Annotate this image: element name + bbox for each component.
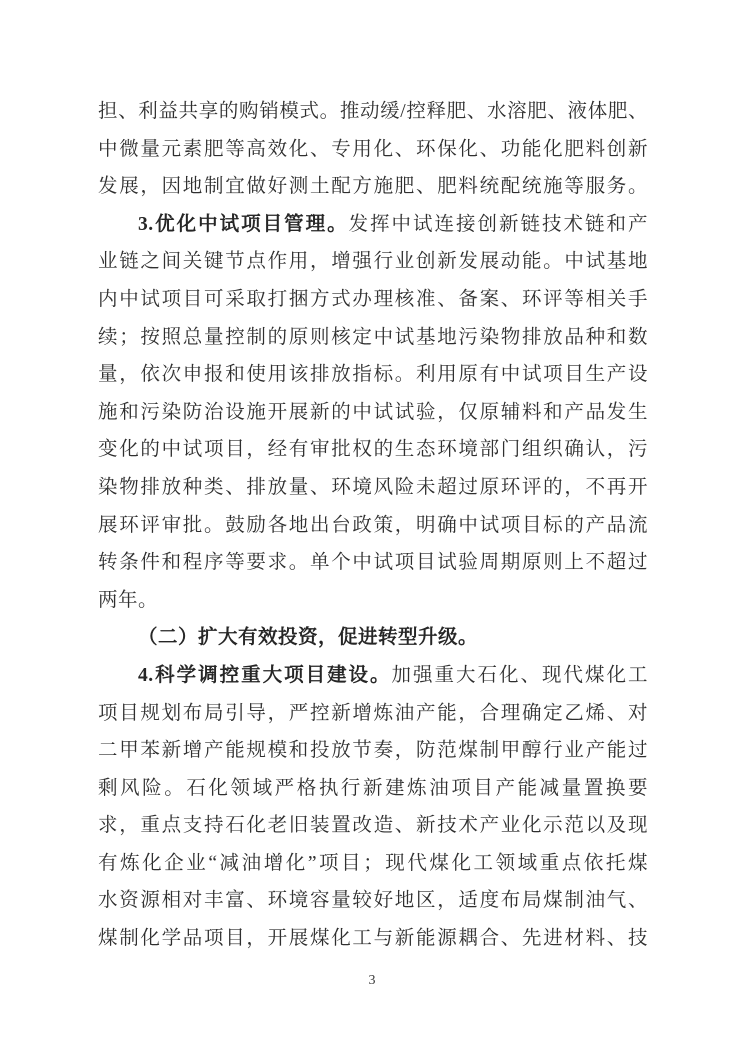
text-run: 水资源相对丰富、环境容量较好地区，适度布局煤制油气、 (98, 890, 648, 912)
text-line (98, 206, 648, 244)
text-line (98, 507, 648, 545)
text-line (98, 243, 648, 281)
text-run: 量，依次申报和使用该排放指标。利用原有中试项目生产设 (98, 364, 648, 386)
text-run: 加强重大石化、现代煤化工 (391, 664, 648, 686)
text-run: 有炼化企业“减油增化”项目；现代煤化工领域重点依托煤 (98, 852, 648, 874)
text-line (98, 845, 648, 883)
text-line (98, 807, 648, 845)
text-line (98, 770, 648, 808)
text-run: 施和污染防治设施开展新的中试试验，仅原辅料和产品发生 (98, 401, 648, 423)
text-run: 展环评审批。鼓励各地出台政策，明确中试项目标的产品流 (98, 514, 648, 536)
text-run: 转条件和程序等要求。单个中试项目试验周期原则上不超过 (98, 552, 648, 574)
text-line (98, 469, 648, 507)
text-run: 二甲苯新增产能规模和投放节奏，防范煤制甲醇行业产能过 (98, 740, 648, 762)
text-line (98, 394, 648, 432)
text-run: 两年。 (98, 589, 159, 611)
text-run: 染物排放种类、排放量、环境风险未超过原环评的，不再开 (98, 476, 648, 498)
text-run: 求，重点支持石化老旧装置改造、新技术产业化示范以及现 (98, 815, 648, 837)
text-run: 担、利益共享的购销模式。推动缓/控释肥、水溶肥、液体肥、 (98, 101, 648, 122)
text-line (98, 882, 648, 920)
bold-text-run: 3.优化中试项目管理。 (138, 213, 349, 235)
text-run: 中微量元素肥等高效化、专用化、环保化、功能化肥料创新 (98, 138, 648, 160)
document-lines (98, 93, 648, 958)
text-run: 发展，因地制宜做好测土配方施肥、肥料统配统施等服务。 (98, 176, 648, 198)
text-line (98, 131, 648, 169)
text-line (98, 695, 648, 733)
text-line (98, 544, 648, 582)
text-run: 项目规划布局引导，严控新增炼油产能，合理确定乙烯、对 (98, 702, 648, 724)
text-run: 内中试项目可采取打捆方式办理核准、备案、环评等相关手 (98, 288, 648, 310)
text-run: 业链之间关键节点作用，增强行业创新发展动能。中试基地 (98, 251, 648, 273)
text-run: 煤制化学品项目，开展煤化工与新能源耦合、先进材料、技 (98, 928, 648, 950)
text-line (98, 319, 648, 357)
text-line (98, 168, 648, 206)
text-line (98, 356, 648, 394)
text-line (98, 93, 648, 131)
bold-text-run: （二）扩大有效投资，促进转型升级。 (138, 627, 479, 649)
bold-text-run: 4.科学调控重大项目建设。 (138, 664, 392, 686)
text-line (98, 619, 648, 657)
text-run: 续；按照总量控制的原则核定中试基地污染物排放品种和数 (98, 326, 648, 348)
text-line (98, 920, 648, 958)
text-line (98, 281, 648, 319)
text-run: 剩风险。石化领域严格执行新建炼油项目产能减量置换要 (98, 777, 648, 799)
text-run: 发挥中试连接创新链技术链和产 (348, 213, 648, 235)
page-number: 3 (368, 973, 376, 988)
text-line (98, 582, 648, 620)
text-run: 变化的中试项目，经有审批权的生态环境部门组织确认，污 (98, 439, 648, 461)
text-line (98, 657, 648, 695)
text-line (98, 431, 648, 469)
text-line (98, 732, 648, 770)
